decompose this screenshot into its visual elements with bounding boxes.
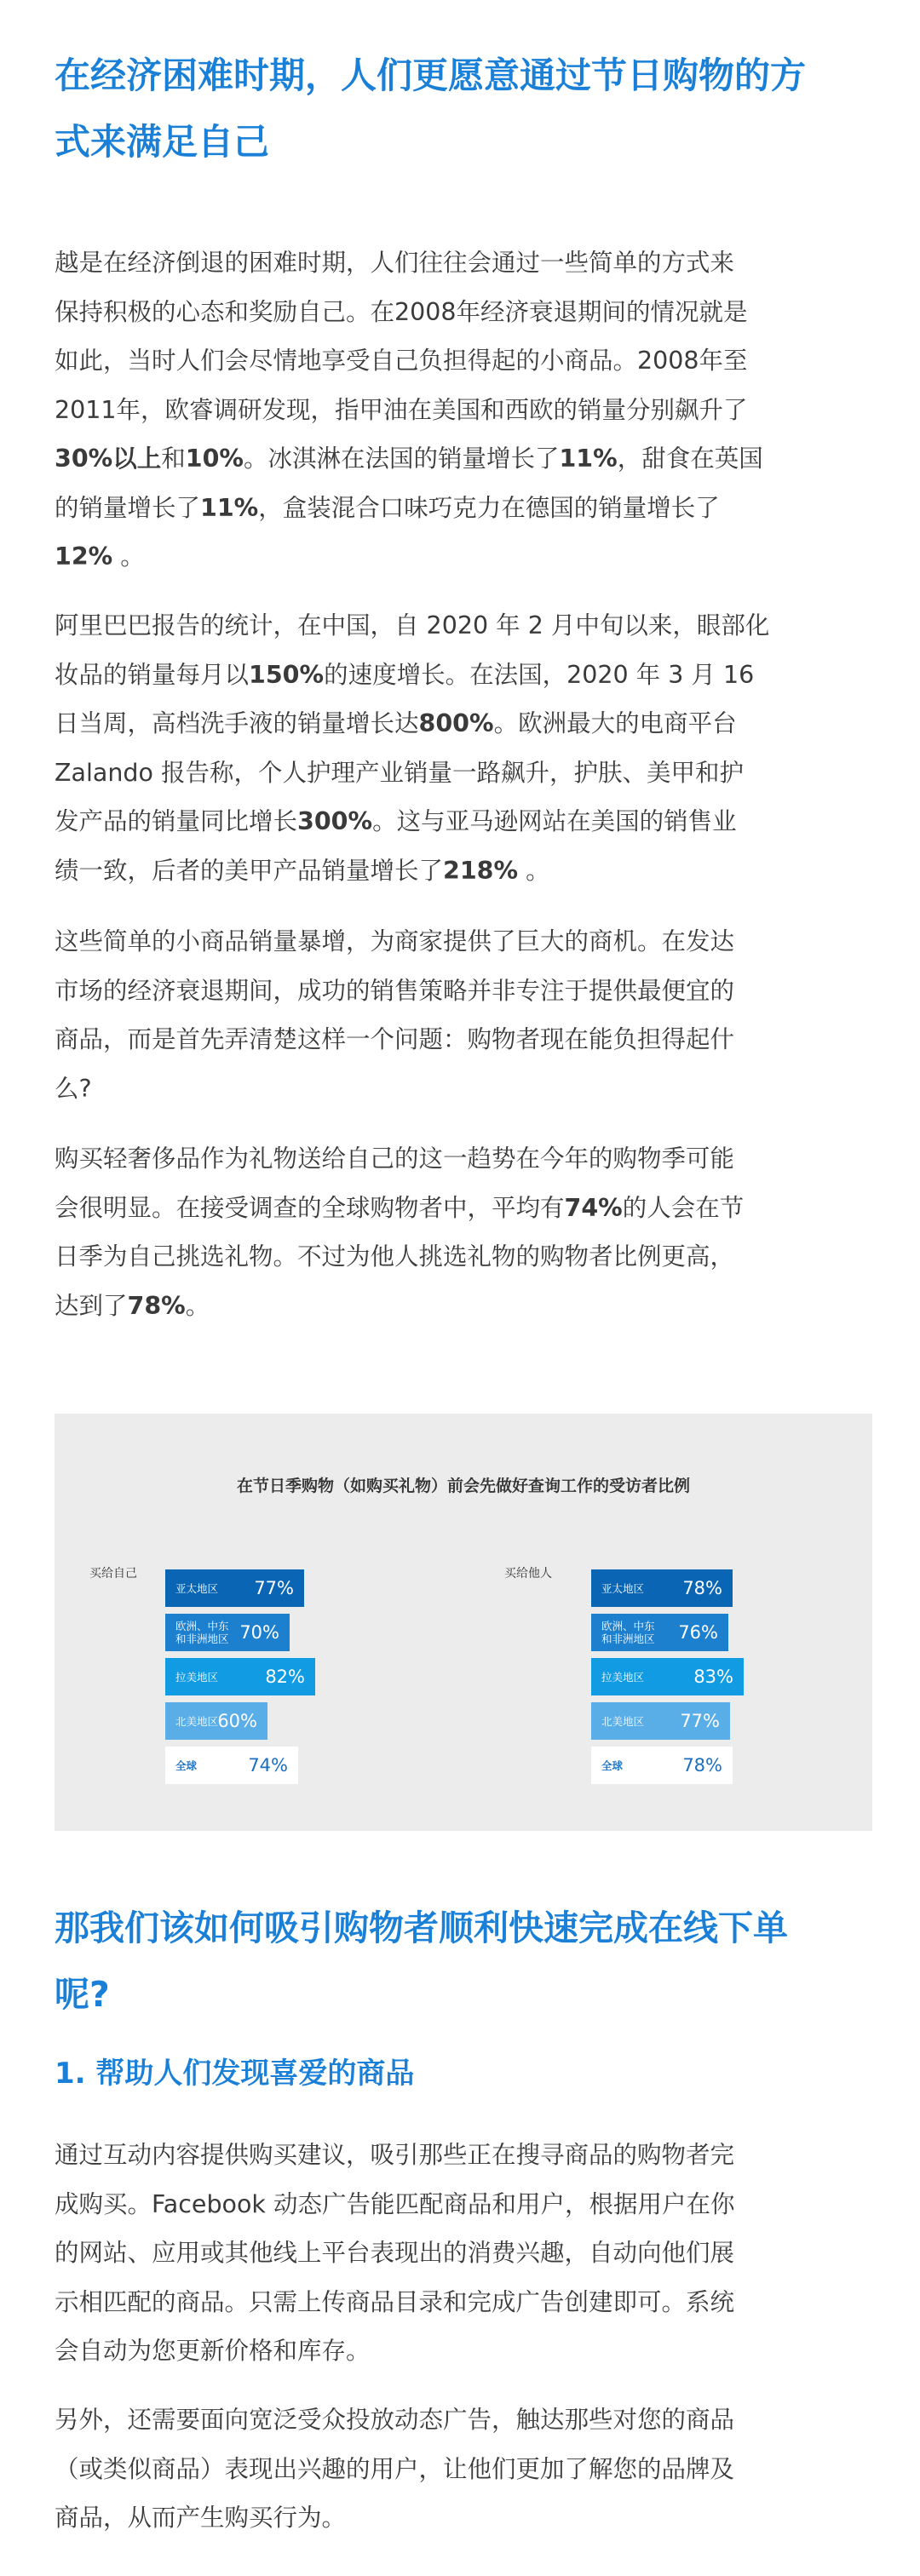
- highlight-figure: 800%: [418, 709, 494, 737]
- text-run: 会自动为您更新价格和库存。: [55, 2337, 371, 2365]
- text-run: 越是在经济倒退的困难时期，人们往往会通过一些简单的方式来: [55, 249, 735, 277]
- text-line: [55, 967, 872, 1016]
- text-run: 的速度增长。在法国，2020 年 3 月 16: [324, 660, 755, 689]
- text-run: 商品，从而产生购买行为。: [55, 2504, 347, 2532]
- bar-others-3: [591, 1702, 730, 1740]
- text-line: [55, 1232, 872, 1282]
- text-run: 绩一致，后者的美甲产品销量增长了: [55, 856, 444, 885]
- text-line: [55, 846, 872, 896]
- highlight-figure: 10%: [185, 445, 244, 473]
- text-run: 阿里巴巴报告的统计，在中国，自 2020 年 2 月中旬以来，眼部化: [55, 611, 770, 640]
- text-run: 日季为自己挑选礼物。不过为他人挑选礼物的购物者比例更高，: [55, 1242, 735, 1271]
- infographic: [55, 1414, 872, 1831]
- bar-category-label: 全球: [601, 1758, 624, 1772]
- bar-others-0: [591, 1569, 733, 1607]
- highlight-figure: 11%: [200, 493, 259, 522]
- highlight-figure: 150%: [249, 660, 325, 689]
- text-run: 。: [518, 856, 550, 885]
- text-line: [55, 1134, 872, 1184]
- text-line: [55, 288, 872, 337]
- text-run: 。冰淇淋在法国的销量增长了: [243, 445, 560, 473]
- text-line: [55, 797, 872, 846]
- text-run: Zalando 报告称，个人护理产业销量一路飙升，护肤、美甲和护: [55, 758, 745, 787]
- text-run: 妆品的销量每月以: [55, 660, 250, 689]
- subsection-heading: 1. 帮助人们发现喜爱的商品: [55, 2057, 415, 2091]
- text-line: [55, 2395, 872, 2445]
- text-run: 。这与亚马逊网站在美国的销售业: [372, 807, 737, 835]
- text-run: 会很明显。在接受调查的全球购物者中，平均有: [55, 1193, 565, 1222]
- text-run: 2011年，欧睿调研发现，指甲油在美国和西欧的销量分别飙升了: [55, 395, 748, 424]
- bar-value-label: 83%: [693, 1667, 733, 1687]
- highlight-figure: 218%: [443, 856, 519, 885]
- paragraph-4: [55, 1134, 872, 1330]
- text-run: 通过互动内容提供购买建议，吸引那些正在搜寻商品的购物者完: [55, 2141, 735, 2169]
- text-run: （或类似商品）表现出兴趣的用户，让他们更加了解您的品牌及: [55, 2454, 735, 2483]
- bar-value-label: 76%: [678, 1622, 718, 1643]
- bar-self-0: [165, 1569, 304, 1607]
- paragraph-6: [55, 2395, 872, 2543]
- text-run: 如此，当时人们会尽情地享受自己负担得起的小商品。2008年至: [55, 347, 748, 375]
- series-label-self: 买给自己: [89, 1567, 137, 1581]
- paragraph-3: [55, 917, 872, 1113]
- bar-category-label: 亚太地区: [175, 1581, 219, 1595]
- text-run: 的人会在节: [622, 1193, 745, 1222]
- bar-value-label: 77%: [680, 1711, 720, 1731]
- text-run: 保持积极的心态和奖励自己。在2008年经济衰退期间的情况就是: [55, 297, 748, 326]
- text-run: 日当周，高档洗手液的销量增长达: [55, 709, 419, 737]
- section-heading: [55, 1895, 872, 2028]
- bar-value-label: 60%: [217, 1711, 257, 1731]
- chart-title: 在节日季购物（如购买礼物）前会先做好查询工作的受访者比例: [236, 1477, 690, 1495]
- text-line: [55, 601, 872, 651]
- text-run: 。欧洲最大的电商平台: [493, 709, 737, 737]
- text-line: [55, 917, 872, 967]
- text-line: [55, 651, 872, 700]
- bar-category-label: 欧洲、中东 和非洲地区: [601, 1620, 655, 1645]
- text-run: 达到了: [55, 1291, 128, 1320]
- bar-others-1: [591, 1614, 728, 1651]
- text-run: 成购买。Facebook 动态广告能匹配商品和用户，根据用户在你: [55, 2189, 735, 2218]
- text-line: [55, 699, 872, 749]
- text-run: 么?: [55, 1074, 92, 1103]
- text-line: [55, 2229, 872, 2278]
- bar-category-label: 全球: [175, 1758, 198, 1772]
- text-run: 和: [161, 445, 186, 473]
- text-run: 发产品的销量同比增长: [55, 807, 298, 835]
- heading-line: 式来满足自己: [55, 121, 270, 163]
- paragraph-1: [55, 238, 872, 582]
- text-line: [55, 1184, 872, 1233]
- bar-self-3: [165, 1702, 267, 1740]
- highlight-figure: 11%: [559, 445, 618, 473]
- heading-line: 那我们该如何吸引购物者顺利快速完成在线下单: [55, 1908, 788, 1948]
- text-run: 的销量增长了: [55, 493, 201, 522]
- text-run: ，盒装混合口味巧克力在德国的销量增长了: [258, 493, 720, 522]
- paragraph-5: [55, 2131, 872, 2376]
- text-run: 的网站、应用或其他线上平台表现出的消费兴趣，自动向他们展: [55, 2239, 735, 2267]
- text-run: 另外，还需要面向宽泛受众投放动态广告，触达那些对您的商品: [55, 2406, 735, 2434]
- text-line: [55, 336, 872, 386]
- text-run: 示相匹配的商品。只需上传商品目录和完成广告创建即可。系统: [55, 2287, 735, 2316]
- text-line: [55, 2278, 872, 2327]
- text-line: [55, 238, 872, 288]
- heading-line: 呢?: [55, 1974, 110, 2015]
- text-line: [55, 434, 872, 484]
- bar-value-label: 70%: [239, 1622, 279, 1643]
- bar-category-label: 拉美地区: [601, 1670, 645, 1684]
- text-run: 市场的经济衰退期间，成功的销售策略并非专注于提供最便宜的: [55, 976, 735, 1005]
- highlight-figure: 12%: [55, 542, 113, 571]
- highlight-figure: 74%: [564, 1193, 623, 1222]
- text-run: 。: [112, 542, 145, 571]
- text-run: ，甜食在英国: [617, 445, 763, 473]
- bar-others-2: [591, 1658, 744, 1695]
- text-run: 。: [185, 1291, 210, 1320]
- bar-category-label: 拉美地区: [175, 1670, 219, 1684]
- bar-value-label: 82%: [265, 1667, 305, 1687]
- text-line: [55, 2445, 872, 2494]
- bar-value-label: 78%: [682, 1578, 722, 1598]
- text-run: 购买轻奢侈品作为礼物送给自己的这一趋势在今年的购物季可能: [55, 1145, 735, 1173]
- text-line: [55, 484, 872, 533]
- heading-line: 在经济困难时期，人们更愿意通过节日购物的方: [55, 55, 807, 96]
- text-line: [55, 2326, 872, 2376]
- series-label-others: 买给他人: [504, 1567, 552, 1581]
- bar-others-4: [591, 1747, 733, 1784]
- bar-self-1: [165, 1614, 290, 1651]
- bar-value-label: 77%: [254, 1578, 294, 1598]
- bar-category-label: 欧洲、中东 和非洲地区: [175, 1620, 229, 1645]
- text-line: [55, 1064, 872, 1114]
- highlight-figure: 78%: [127, 1291, 186, 1320]
- highlight-figure: 300%: [297, 807, 373, 835]
- text-run: 商品，而是首先弄清楚这样一个问题：购物者现在能负担得起什: [55, 1025, 735, 1053]
- text-line: [55, 386, 872, 435]
- text-line: [55, 532, 872, 582]
- bar-self-4: [165, 1747, 298, 1784]
- text-line: [55, 1282, 872, 1331]
- bar-value-label: 78%: [682, 1755, 722, 1776]
- bar-category-label: 北美地区: [601, 1714, 645, 1728]
- bar-category-label: 亚太地区: [601, 1581, 645, 1595]
- text-line: [55, 2493, 872, 2543]
- bar-self-2: [165, 1658, 315, 1695]
- text-run: 这些简单的小商品销量暴增，为商家提供了巨大的商机。在发达: [55, 927, 735, 955]
- text-line: [55, 1015, 872, 1064]
- bar-value-label: 74%: [248, 1755, 288, 1776]
- text-line: [55, 2180, 872, 2229]
- text-line: [55, 749, 872, 798]
- paragraph-2: [55, 601, 872, 895]
- bar-category-label: 北美地区: [175, 1714, 219, 1728]
- text-line: [55, 2131, 872, 2180]
- article-heading: [55, 43, 872, 175]
- highlight-figure: 30%以上: [55, 445, 162, 473]
